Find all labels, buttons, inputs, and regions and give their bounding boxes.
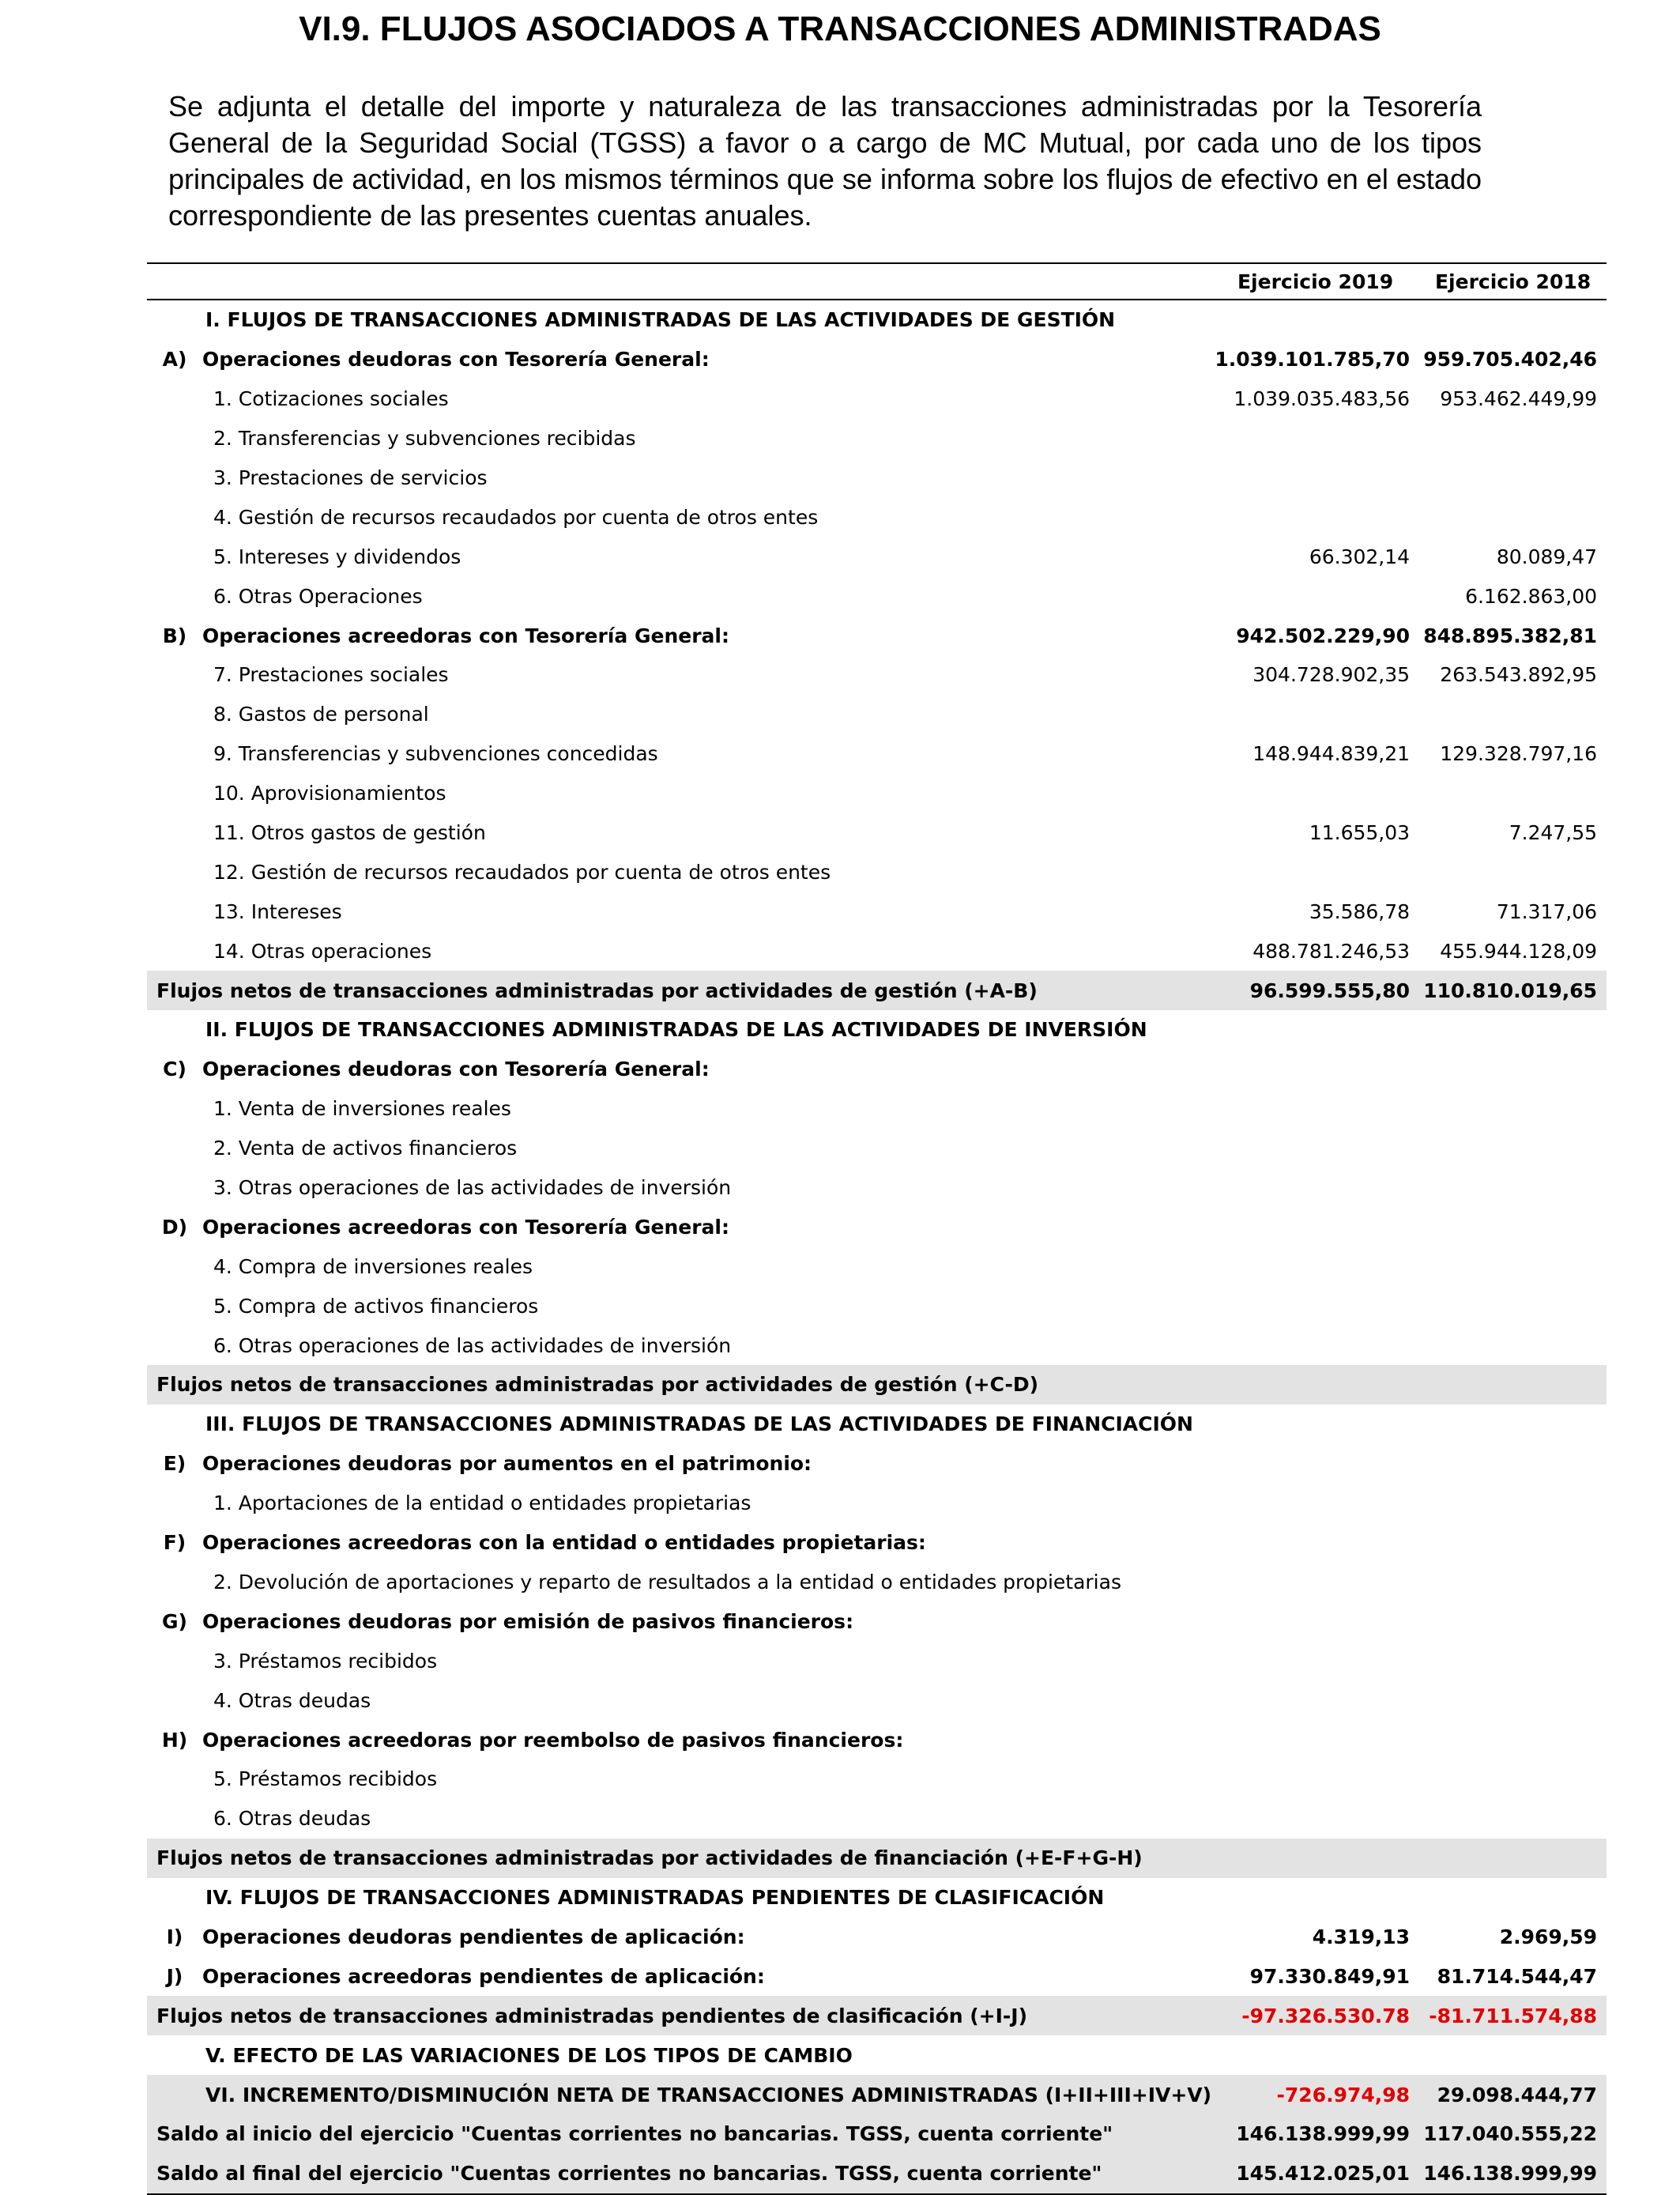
value-2019 — [1211, 1050, 1419, 1089]
row-label: 5. Compra de activos financieros — [213, 1294, 539, 1318]
value-2018 — [1419, 1365, 1607, 1405]
value-2019 — [1211, 1720, 1419, 1759]
value-2018 — [1419, 695, 1607, 734]
value-2018 — [1419, 1010, 1607, 1050]
table-row — [147, 2075, 1607, 2114]
row-label: V. EFECTO DE LAS VARIACIONES DE LOS TIPOS DE CAMBIO — [205, 2043, 853, 2067]
row-label-cell — [147, 1484, 1211, 1523]
value-2018 — [1419, 1878, 1607, 1918]
value-2019: -726.974,98 — [1211, 2075, 1419, 2114]
value-2019 — [1211, 1246, 1419, 1286]
value-2019 — [1211, 2035, 1419, 2075]
table-row — [147, 1680, 1607, 1720]
row-label-cell — [147, 1680, 1211, 1720]
value-2018: 953.462.449,99 — [1440, 387, 1598, 411]
row-letter: A) — [162, 348, 187, 371]
row-label-cell — [147, 1759, 1211, 1799]
value-2018: 146.138.999,99 — [1419, 2154, 1607, 2194]
row-label-cell — [147, 1246, 1211, 1286]
row-label-cell — [147, 695, 1211, 734]
row-label-cell — [147, 1563, 1211, 1602]
row-label: 13. Intereses — [213, 899, 342, 923]
row-label: Operaciones acreedoras pendientes de aplicación: — [202, 1964, 765, 1988]
row-label: 7. Prestaciones sociales — [213, 663, 449, 687]
table-row — [147, 1839, 1607, 1878]
table-row — [147, 852, 1607, 892]
row-label-cell — [147, 1326, 1211, 1365]
table-row — [147, 1918, 1607, 1957]
table-row — [147, 1956, 1607, 1996]
row-label-cell — [147, 1405, 1211, 1444]
value-2018 — [1419, 1484, 1607, 1523]
value-2018: 71.317,06 — [1496, 899, 1598, 923]
row-letter: H) — [161, 1728, 188, 1752]
table-row — [147, 1484, 1607, 1523]
table-row — [147, 1720, 1607, 1759]
row-label-cell — [147, 340, 1211, 379]
row-label: VI. INCREMENTO/DISMINUCIÓN NETA DE TRANSACCIONES ADMINISTRADAS (I+II+III+IV+V) — [205, 2083, 1212, 2106]
table-row — [147, 1286, 1607, 1326]
value-2018: 80.089,47 — [1496, 545, 1598, 568]
row-label: 3. Prestaciones de servicios — [213, 466, 488, 489]
value-2018 — [1419, 1799, 1607, 1839]
value-2019 — [1211, 1641, 1419, 1680]
row-label-cell — [147, 576, 1211, 616]
row-label: Flujos netos de transacciones administradas por actividades de gestión (+C-D) — [156, 1373, 1039, 1397]
row-label: 3. Otras operaciones de las actividades de inversión — [213, 1176, 732, 1200]
row-label-cell — [147, 1286, 1211, 1326]
row-label-cell — [147, 1050, 1211, 1089]
row-label-cell — [147, 1839, 1211, 1878]
row-label-cell — [147, 379, 1211, 419]
row-label: 5. Intereses y dividendos — [213, 545, 461, 568]
value-2019 — [1211, 774, 1419, 813]
row-label-cell — [147, 1641, 1211, 1680]
row-letter: C) — [163, 1058, 186, 1081]
row-label: 4. Compra de inversiones reales — [213, 1254, 533, 1278]
row-label-cell — [147, 1207, 1211, 1246]
page-title: VI.9. FLUJOS ASOCIADOS A TRANSACCIONES ADMINISTRADAS — [299, 9, 1381, 48]
value-2018 — [1419, 774, 1607, 813]
row-label: Operaciones deudoras con Tesorería General: — [202, 348, 710, 371]
table-row — [147, 1246, 1607, 1286]
row-label-cell — [147, 1523, 1211, 1563]
row-label-cell — [147, 1799, 1211, 1839]
row-label: III. FLUJOS DE TRANSACCIONES ADMINISTRADAS DE LAS ACTIVIDADES DE FINANCIACIÓN — [205, 1412, 1193, 1436]
row-label-cell — [147, 852, 1211, 892]
table-row — [147, 1878, 1607, 1918]
value-2019 — [1211, 1405, 1419, 1444]
table-row — [147, 458, 1607, 498]
row-label: Flujos netos de transacciones administradas por actividades de financiación (+E-F+G-H) — [156, 1846, 1143, 1870]
value-2019 — [1211, 1680, 1419, 1720]
value-2018: 110.810.019,65 — [1419, 971, 1607, 1010]
value-2019 — [1211, 1799, 1419, 1839]
table-row — [147, 774, 1607, 813]
row-label-cell — [147, 1168, 1211, 1208]
value-2018 — [1419, 852, 1607, 892]
row-label-cell — [147, 774, 1211, 813]
row-label: Operaciones acreedoras con la entidad o entidades propietarias: — [202, 1531, 926, 1555]
value-2019 — [1211, 695, 1419, 734]
row-label: II. FLUJOS DE TRANSACCIONES ADMINISTRADAS DE LAS ACTIVIDADES DE INVERSIÓN — [205, 1018, 1147, 1042]
row-label: Operaciones acreedoras con Tesorería General: — [202, 1215, 729, 1239]
row-label: 1. Cotizaciones sociales — [213, 387, 449, 411]
value-2019: 488.781.246,53 — [1252, 939, 1411, 963]
row-letter: F) — [163, 1531, 186, 1555]
header-blank-cell — [147, 263, 1211, 300]
row-label: Operaciones deudoras por emisión de pasivos financieros: — [202, 1609, 854, 1633]
value-2018 — [1419, 1444, 1607, 1484]
row-label: 8. Gastos de personal — [213, 703, 429, 726]
value-2019 — [1211, 1326, 1419, 1365]
row-label-cell — [147, 1956, 1211, 1996]
value-2018 — [1419, 2035, 1607, 2075]
row-letter: E) — [163, 1452, 186, 1476]
table-row — [147, 1444, 1607, 1484]
value-2019 — [1211, 1365, 1419, 1405]
row-letter: D) — [161, 1215, 188, 1239]
value-2018 — [1419, 1601, 1607, 1641]
header-2018: Ejercicio 2018 — [1419, 263, 1607, 300]
row-label: 5. Préstamos recibidos — [213, 1767, 438, 1791]
row-label-cell — [147, 2114, 1211, 2154]
value-2018 — [1419, 1246, 1607, 1286]
row-label-cell — [147, 616, 1211, 655]
value-2019: 4.319,13 — [1312, 1925, 1411, 1948]
value-2018 — [1419, 1207, 1607, 1246]
row-label-cell — [147, 458, 1211, 498]
row-label-cell — [147, 931, 1211, 971]
row-letter: J) — [166, 1964, 183, 1988]
table-row — [147, 1365, 1607, 1405]
row-label-cell — [147, 1720, 1211, 1759]
value-2019: 97.330.849,91 — [1249, 1964, 1411, 1988]
value-2019 — [1211, 1444, 1419, 1484]
value-2018 — [1419, 1563, 1607, 1602]
value-2019: 11.655,03 — [1309, 821, 1411, 845]
table-row — [147, 1326, 1607, 1365]
row-letter: I) — [166, 1925, 183, 1948]
value-2019 — [1211, 497, 1419, 537]
value-2019 — [1211, 419, 1419, 458]
row-label-cell — [147, 300, 1211, 340]
value-2019 — [1211, 1563, 1419, 1602]
value-2019: 146.138.999,99 — [1211, 2114, 1419, 2154]
value-2019: -97.326.530.78 — [1211, 1996, 1419, 2035]
value-2019: 942.502.229,90 — [1236, 624, 1411, 647]
value-2018 — [1419, 497, 1607, 537]
table-row — [147, 2154, 1607, 2194]
value-2019 — [1211, 1207, 1419, 1246]
row-label: 10. Aprovisionamientos — [213, 782, 446, 805]
value-2019 — [1211, 1601, 1419, 1641]
value-2019: 96.599.555,80 — [1211, 971, 1419, 1010]
row-label: I. FLUJOS DE TRANSACCIONES ADMINISTRADAS DE LAS ACTIVIDADES DE GESTIÓN — [205, 308, 1116, 332]
table-row — [147, 971, 1607, 1010]
table-row — [147, 655, 1607, 695]
value-2019: 145.412.025,01 — [1211, 2154, 1419, 2194]
table-row — [147, 2035, 1607, 2075]
table-row — [147, 537, 1607, 576]
row-label-cell — [147, 1444, 1211, 1484]
value-2019 — [1211, 1839, 1419, 1878]
row-label-cell — [147, 1996, 1211, 2035]
row-label: Operaciones acreedoras por reembolso de pasivos financieros: — [202, 1728, 904, 1752]
value-2019 — [1211, 1878, 1419, 1918]
row-label-cell — [147, 2075, 1211, 2114]
table-header-row — [147, 263, 1607, 300]
value-2018: 959.705.402,46 — [1423, 348, 1598, 371]
row-label: Saldo al final del ejercicio "Cuentas corrientes no bancarias. TGSS, cuenta corriente" — [156, 2162, 1102, 2186]
row-label: 11. Otros gastos de gestión — [213, 821, 486, 845]
value-2019: 1.039.101.785,70 — [1215, 348, 1411, 371]
table-row — [147, 1641, 1607, 1680]
value-2019 — [1211, 576, 1419, 616]
table-row — [147, 1601, 1607, 1641]
row-label: 2. Venta de activos financieros — [213, 1137, 518, 1160]
value-2018 — [1419, 1326, 1607, 1365]
row-label: IV. FLUJOS DE TRANSACCIONES ADMINISTRADAS PENDIENTES DE CLASIFICACIÓN — [205, 1886, 1105, 1910]
value-2018 — [1419, 1680, 1607, 1720]
table-row — [147, 1759, 1607, 1799]
table-row — [147, 1168, 1607, 1208]
table-row — [147, 931, 1607, 971]
cash-flow-table — [147, 262, 1607, 2195]
row-label-cell — [147, 1129, 1211, 1168]
row-label: Operaciones deudoras pendientes de aplicación: — [202, 1925, 745, 1948]
row-label-cell — [147, 892, 1211, 931]
value-2019 — [1211, 458, 1419, 498]
row-label-cell — [147, 655, 1211, 695]
table-row — [147, 1050, 1607, 1089]
value-2018 — [1419, 458, 1607, 498]
row-label: 14. Otras operaciones — [213, 939, 432, 963]
value-2018: 81.714.544,47 — [1437, 1964, 1598, 1988]
value-2018: 129.328.797,16 — [1440, 742, 1598, 766]
value-2019: 1.039.035.483,56 — [1234, 387, 1411, 411]
value-2018: 455.944.128,09 — [1440, 939, 1598, 963]
value-2018: 117.040.555,22 — [1419, 2114, 1607, 2154]
value-2019 — [1211, 1129, 1419, 1168]
value-2018 — [1419, 1168, 1607, 1208]
row-label-cell — [147, 497, 1211, 537]
row-label-cell — [147, 1365, 1211, 1405]
value-2019 — [1211, 1089, 1419, 1129]
row-label-cell — [147, 971, 1211, 1010]
value-2018: 263.543.892,95 — [1440, 663, 1598, 687]
table-row — [147, 300, 1607, 340]
table-row — [147, 1405, 1607, 1444]
value-2018 — [1419, 1759, 1607, 1799]
table-row — [147, 1563, 1607, 1602]
row-label: 2. Devolución de aportaciones y reparto de resultados a la entidad o entidades propietarias — [213, 1570, 1121, 1593]
value-2018 — [1419, 1641, 1607, 1680]
table-row — [147, 1996, 1607, 2035]
value-2018: 29.098.444,77 — [1419, 2075, 1607, 2114]
value-2019 — [1211, 1286, 1419, 1326]
value-2019 — [1211, 852, 1419, 892]
row-label-cell — [147, 2154, 1211, 2194]
row-label-cell — [147, 1918, 1211, 1957]
value-2018 — [1419, 1286, 1607, 1326]
row-label-cell — [147, 537, 1211, 576]
table-row — [147, 1010, 1607, 1050]
value-2018 — [1419, 1050, 1607, 1089]
value-2019 — [1211, 1523, 1419, 1563]
table-row — [147, 576, 1607, 616]
value-2019 — [1211, 1168, 1419, 1208]
table-row — [147, 734, 1607, 774]
row-label-cell — [147, 2035, 1211, 2075]
row-label: 6. Otras operaciones de las actividades de inversión — [213, 1333, 732, 1357]
row-label: 6. Otras deudas — [213, 1807, 371, 1831]
value-2018 — [1419, 1839, 1607, 1878]
row-label: 9. Transferencias y subvenciones concedidas — [213, 742, 658, 766]
value-2019: 66.302,14 — [1309, 545, 1411, 568]
row-label-cell — [147, 1089, 1211, 1129]
table-row — [147, 1089, 1607, 1129]
row-label: Operaciones deudoras con Tesorería General: — [202, 1058, 710, 1081]
value-2018 — [1419, 1089, 1607, 1129]
value-2018 — [1419, 419, 1607, 458]
table-row — [147, 419, 1607, 458]
value-2018 — [1419, 1405, 1607, 1444]
value-2018: 2.969,59 — [1499, 1925, 1598, 1948]
row-label: 1. Venta de inversiones reales — [213, 1097, 511, 1121]
table-row — [147, 497, 1607, 537]
value-2018 — [1419, 300, 1607, 340]
row-label: 1. Aportaciones de la entidad o entidades propietarias — [213, 1492, 751, 1515]
table-row — [147, 892, 1607, 931]
value-2019: 35.586,78 — [1309, 899, 1411, 923]
row-label: Saldo al inicio del ejercicio "Cuentas corrientes no bancarias. TGSS, cuenta corriente" — [156, 2122, 1113, 2146]
table-row — [147, 1207, 1607, 1246]
value-2019 — [1211, 1010, 1419, 1050]
value-2018 — [1419, 1523, 1607, 1563]
table-row — [147, 695, 1607, 734]
row-label-cell — [147, 813, 1211, 853]
row-label-cell — [147, 419, 1211, 458]
row-label-cell — [147, 1878, 1211, 1918]
row-label: 6. Otras Operaciones — [213, 584, 423, 608]
value-2018: -81.711.574,88 — [1419, 1996, 1607, 2035]
table-row — [147, 379, 1607, 419]
header-2019: Ejercicio 2019 — [1211, 263, 1419, 300]
value-2019 — [1211, 1759, 1419, 1799]
row-label: 4. Gestión de recursos recaudados por cuenta de otros entes — [213, 505, 819, 529]
row-letter: B) — [162, 624, 187, 647]
value-2018 — [1419, 1129, 1607, 1168]
row-label: 2. Transferencias y subvenciones recibidas — [213, 427, 636, 451]
value-2018: 848.895.382,81 — [1423, 624, 1598, 647]
value-2018 — [1419, 1720, 1607, 1759]
value-2019: 148.944.839,21 — [1252, 742, 1411, 766]
intro-paragraph: Se adjunta el detalle del importe y naturaleza de las transacciones administradas por la Tesorería General de la Seguridad Social (TGSS) a favor o a cargo de MC Mutual, por cada uno de los tipos principales de actividad, en los mismos términos que se informa sobre los flujos de efectivo en el estado correspondiente de las presentes cuentas anuales. — [168, 90, 1482, 232]
row-label: 4. Otras deudas — [213, 1688, 371, 1712]
value-2019 — [1211, 300, 1419, 340]
table-row — [147, 1799, 1607, 1839]
value-2019 — [1211, 1484, 1419, 1523]
row-label-cell — [147, 1601, 1211, 1641]
row-letter: G) — [162, 1609, 187, 1633]
table-row — [147, 1523, 1607, 1563]
table-row — [147, 616, 1607, 655]
row-label: Flujos netos de transacciones administradas pendientes de clasificación (+I-J) — [156, 2004, 1028, 2027]
row-label-cell — [147, 1010, 1211, 1050]
row-label: Flujos netos de transacciones administradas por actividades de gestión (+A-B) — [156, 979, 1038, 1002]
table-row — [147, 340, 1607, 379]
value-2018: 6.162.863,00 — [1465, 584, 1598, 608]
row-label-cell — [147, 734, 1211, 774]
table-row — [147, 1129, 1607, 1168]
row-label: Operaciones deudoras por aumentos en el patrimonio: — [202, 1452, 812, 1476]
value-2018: 7.247,55 — [1509, 821, 1598, 845]
table-row — [147, 813, 1607, 853]
row-label: Operaciones acreedoras con Tesorería General: — [202, 624, 729, 647]
row-label: 3. Préstamos recibidos — [213, 1649, 438, 1673]
table-row — [147, 2114, 1607, 2154]
row-label: 12. Gestión de recursos recaudados por cuenta de otros entes — [213, 860, 831, 884]
value-2019: 304.728.902,35 — [1252, 663, 1411, 687]
